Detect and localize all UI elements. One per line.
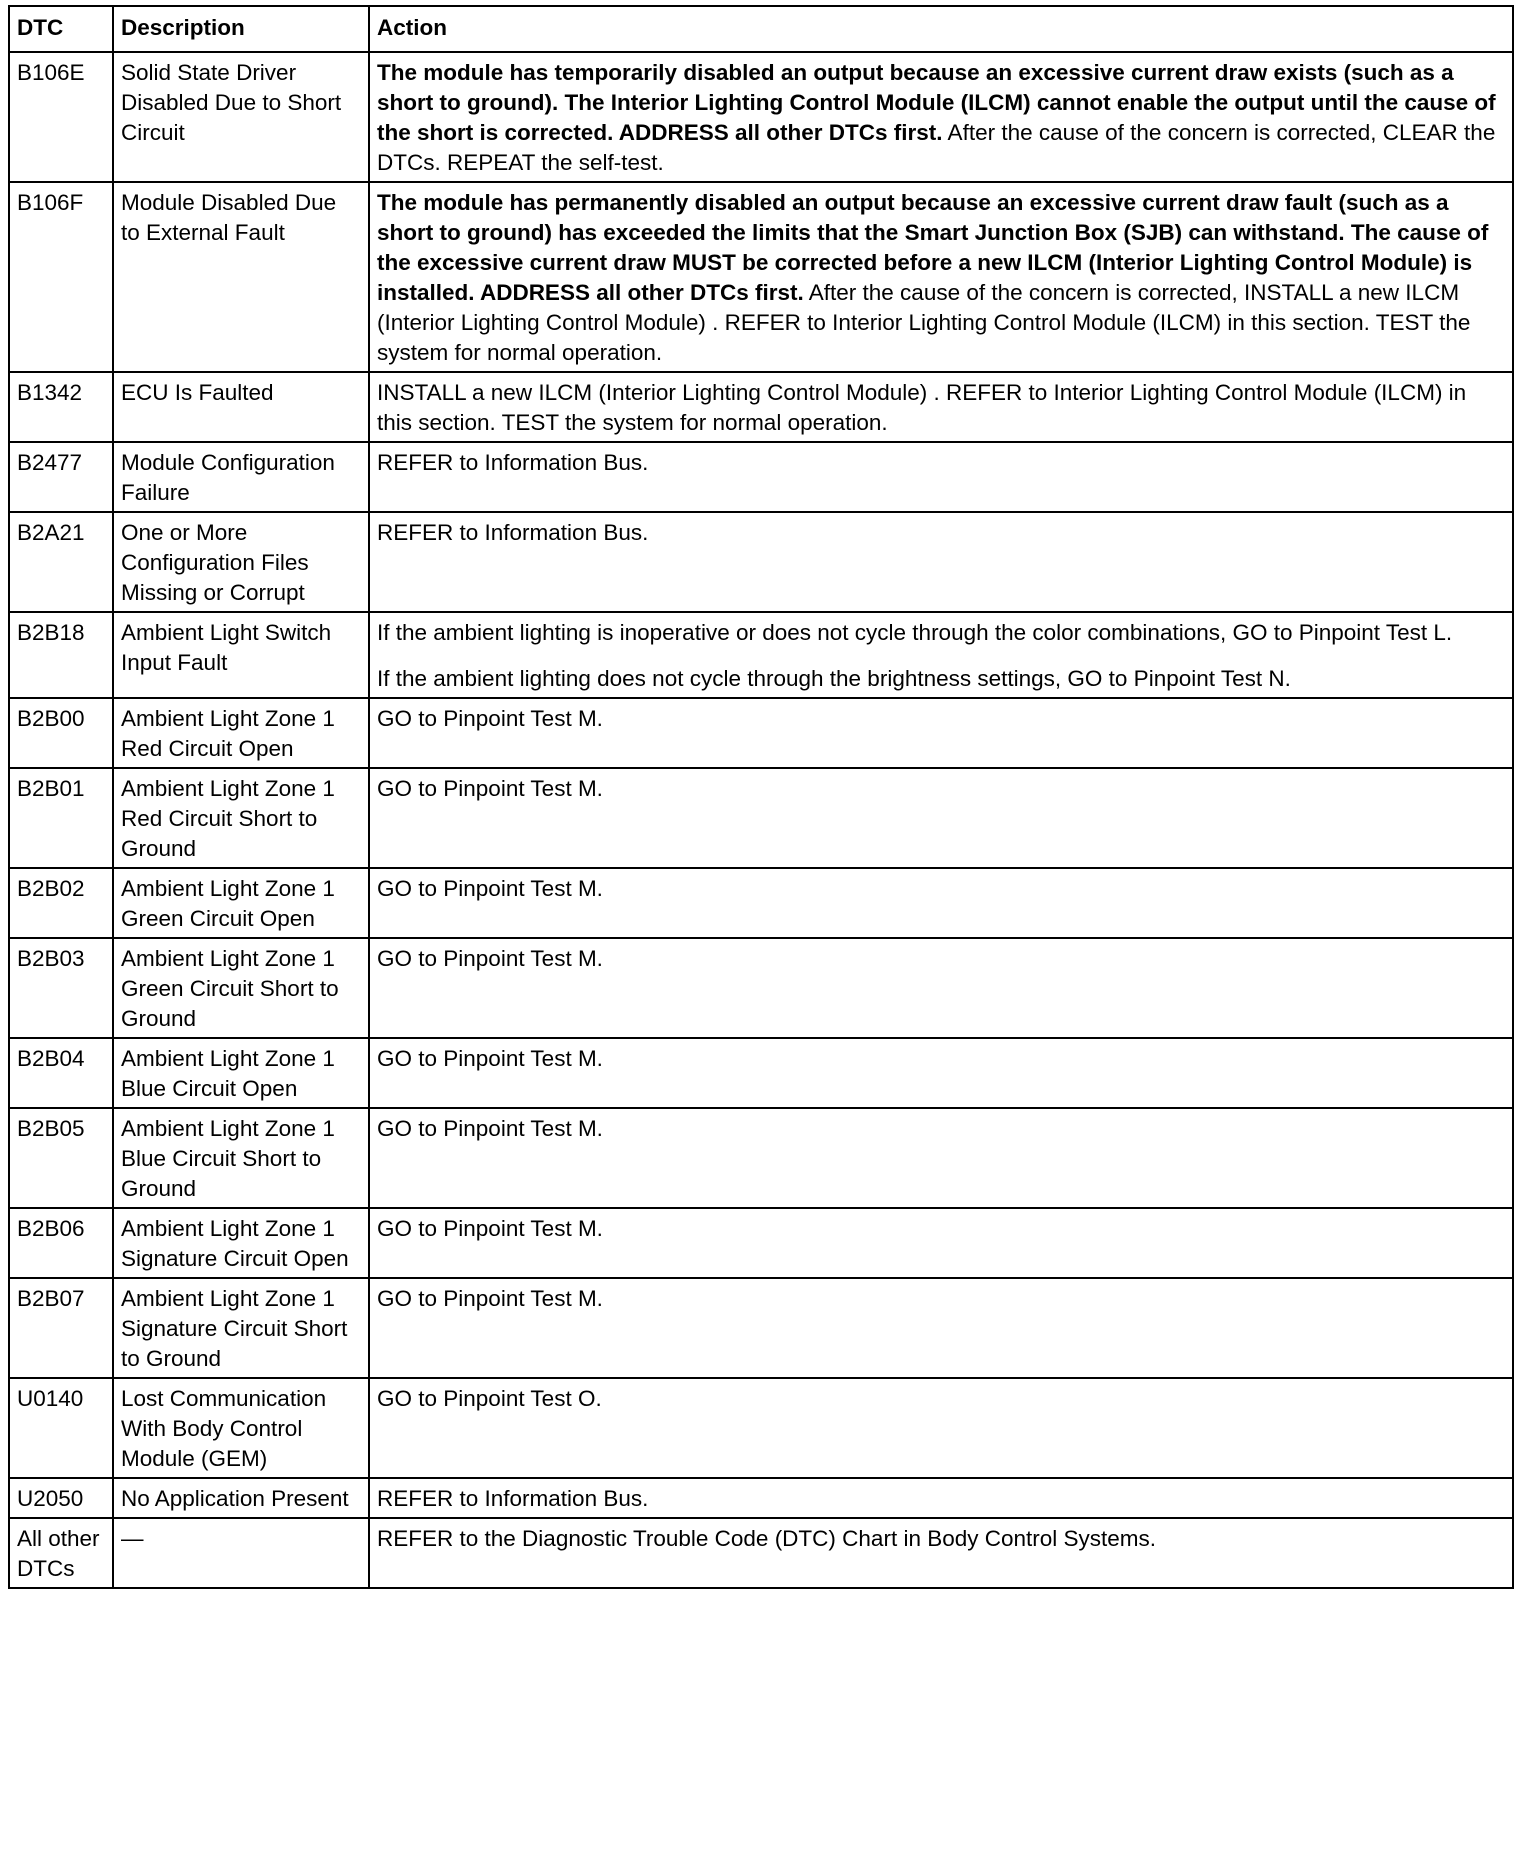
header-description: Description <box>113 6 369 52</box>
table-row <box>9 868 1513 938</box>
table-row <box>9 612 1513 698</box>
dtc-action <box>369 1378 1513 1478</box>
dtc-description: Ambient Light Zone 1 Blue Circuit Short to Ground <box>113 1108 369 1208</box>
action-text: REFER to Information Bus. <box>377 520 649 545</box>
dtc-action <box>369 938 1513 1038</box>
action-paragraph <box>377 1284 1505 1314</box>
table-row <box>9 938 1513 1038</box>
action-emphasis: The module has temporarily disabled an output because an excessive current draw exists (such as a short to ground). The Interior Lighting Control Module (ILCM) cannot enable the output until the cause of the short is corrected. ADDRESS all other DTCs first. <box>377 60 1496 145</box>
table-row <box>9 442 1513 512</box>
dtc-action <box>369 1518 1513 1588</box>
table-row <box>9 182 1513 372</box>
dtc-action <box>369 1478 1513 1518</box>
dtc-code: B2B03 <box>9 938 113 1038</box>
dtc-description: Ambient Light Zone 1 Green Circuit Short to Ground <box>113 938 369 1038</box>
dtc-code: B106F <box>9 182 113 372</box>
dtc-description: Ambient Light Zone 1 Red Circuit Open <box>113 698 369 768</box>
action-paragraph <box>377 664 1505 694</box>
action-text: INSTALL a new ILCM (Interior Lighting Control Module) . REFER to Interior Lighting Control Module (ILCM) in this section. TEST the system for normal operation. <box>377 380 1467 435</box>
action-text: GO to Pinpoint Test M. <box>377 706 603 731</box>
action-text: GO to Pinpoint Test M. <box>377 1216 603 1241</box>
dtc-code: U0140 <box>9 1378 113 1478</box>
action-text: REFER to the Diagnostic Trouble Code (DTC) Chart in Body Control Systems. <box>377 1526 1157 1551</box>
action-emphasis: The module has permanently disabled an output because an excessive current draw fault (such as a short to ground) has exceeded the limits that the Smart Junction Box (SJB) can withstand. The cause of the excessive current draw MUST be corrected before a new ILCM (Interior Lighting Control Module) is installed. ADDRESS all other DTCs first. <box>377 190 1489 305</box>
dtc-code: B2B06 <box>9 1208 113 1278</box>
action-text: GO to Pinpoint Test M. <box>377 1286 603 1311</box>
action-text: After the cause of the concern is corrected, INSTALL a new ILCM (Interior Lighting Control Module) . REFER to Interior Lighting Control Module (ILCM) in this section. TEST the system for normal operation. <box>377 280 1471 365</box>
header-action: Action <box>369 6 1513 52</box>
table-row <box>9 372 1513 442</box>
action-paragraph <box>377 378 1505 438</box>
action-paragraph <box>377 1214 1505 1244</box>
action-text: If the ambient lighting is inoperative or does not cycle through the color combinations, GO to Pinpoint Test L. <box>377 620 1453 645</box>
action-paragraph <box>377 1044 1505 1074</box>
action-paragraph <box>377 618 1505 648</box>
action-paragraph <box>377 944 1505 974</box>
table-row <box>9 1518 1513 1588</box>
table-row <box>9 512 1513 612</box>
table-row <box>9 1278 1513 1378</box>
action-paragraph <box>377 58 1505 178</box>
dtc-description: Ambient Light Zone 1 Green Circuit Open <box>113 868 369 938</box>
dtc-action <box>369 1038 1513 1108</box>
dtc-description: — <box>113 1518 369 1588</box>
dtc-action <box>369 182 1513 372</box>
action-text: If the ambient lighting does not cycle through the brightness settings, GO to Pinpoint Test N. <box>377 666 1291 691</box>
dtc-description: Ambient Light Zone 1 Signature Circuit Open <box>113 1208 369 1278</box>
dtc-code: B2B00 <box>9 698 113 768</box>
table-row <box>9 1038 1513 1108</box>
dtc-code: B2B04 <box>9 1038 113 1108</box>
table-row <box>9 1108 1513 1208</box>
dtc-description: Ambient Light Zone 1 Red Circuit Short to Ground <box>113 768 369 868</box>
dtc-action <box>369 1108 1513 1208</box>
dtc-description: Module Configuration Failure <box>113 442 369 512</box>
dtc-code: B2B05 <box>9 1108 113 1208</box>
dtc-code: B2B01 <box>9 768 113 868</box>
dtc-code: B2A21 <box>9 512 113 612</box>
table-row <box>9 52 1513 182</box>
action-text: GO to Pinpoint Test M. <box>377 946 603 971</box>
dtc-description: Lost Communication With Body Control Module (GEM) <box>113 1378 369 1478</box>
dtc-action <box>369 442 1513 512</box>
table-row <box>9 698 1513 768</box>
dtc-code: B2B02 <box>9 868 113 938</box>
table-row <box>9 1378 1513 1478</box>
action-paragraph <box>377 1384 1505 1414</box>
action-paragraph <box>377 518 1505 548</box>
table-row <box>9 768 1513 868</box>
dtc-action <box>369 1278 1513 1378</box>
dtc-code: U2050 <box>9 1478 113 1518</box>
dtc-action <box>369 52 1513 182</box>
table-row <box>9 1208 1513 1278</box>
dtc-action <box>369 1208 1513 1278</box>
action-text: GO to Pinpoint Test M. <box>377 876 603 901</box>
dtc-action <box>369 512 1513 612</box>
dtc-action <box>369 372 1513 442</box>
action-paragraph <box>377 1484 1505 1514</box>
dtc-description: No Application Present <box>113 1478 369 1518</box>
action-text: GO to Pinpoint Test M. <box>377 776 603 801</box>
action-paragraph <box>377 448 1505 478</box>
dtc-code: B106E <box>9 52 113 182</box>
action-paragraph <box>377 1524 1505 1554</box>
dtc-action <box>369 698 1513 768</box>
action-paragraph <box>377 874 1505 904</box>
dtc-description: Ambient Light Switch Input Fault <box>113 612 369 698</box>
action-text: GO to Pinpoint Test O. <box>377 1386 602 1411</box>
dtc-code: B2B07 <box>9 1278 113 1378</box>
dtc-description: Module Disabled Due to External Fault <box>113 182 369 372</box>
action-text: REFER to Information Bus. <box>377 450 649 475</box>
action-paragraph <box>377 704 1505 734</box>
dtc-action <box>369 612 1513 698</box>
action-text: REFER to Information Bus. <box>377 1486 649 1511</box>
dtc-table <box>8 5 1514 1589</box>
header-row <box>9 6 1513 52</box>
table-row <box>9 1478 1513 1518</box>
table-body <box>9 52 1513 1588</box>
dtc-code: B1342 <box>9 372 113 442</box>
dtc-description: Ambient Light Zone 1 Blue Circuit Open <box>113 1038 369 1108</box>
dtc-description: Solid State Driver Disabled Due to Short Circuit <box>113 52 369 182</box>
dtc-code: B2B18 <box>9 612 113 698</box>
header-dtc: DTC <box>9 6 113 52</box>
action-paragraph <box>377 774 1505 804</box>
dtc-description: One or More Configuration Files Missing or Corrupt <box>113 512 369 612</box>
dtc-action <box>369 868 1513 938</box>
dtc-action <box>369 768 1513 868</box>
action-text: After the cause of the concern is corrected, CLEAR the DTCs. REPEAT the self-test. <box>377 120 1496 175</box>
dtc-code: All other DTCs <box>9 1518 113 1588</box>
action-paragraph <box>377 1114 1505 1144</box>
dtc-description: ECU Is Faulted <box>113 372 369 442</box>
dtc-code: B2477 <box>9 442 113 512</box>
action-paragraph <box>377 188 1505 368</box>
action-text: GO to Pinpoint Test M. <box>377 1046 603 1071</box>
action-text: GO to Pinpoint Test M. <box>377 1116 603 1141</box>
dtc-description: Ambient Light Zone 1 Signature Circuit Short to Ground <box>113 1278 369 1378</box>
